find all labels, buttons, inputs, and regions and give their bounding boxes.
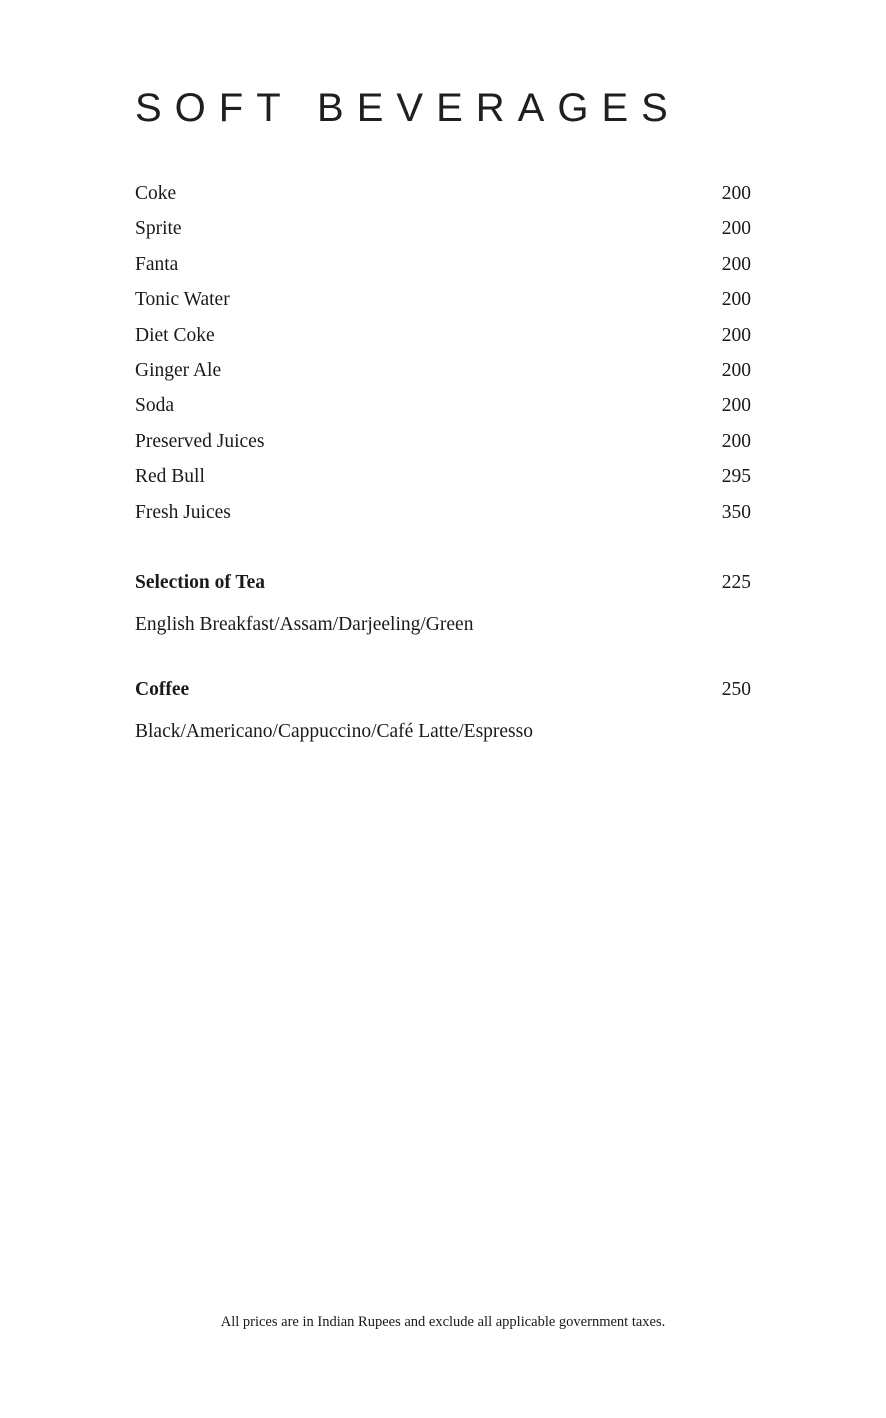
list-item (135, 325, 751, 360)
item-name: Ginger Ale (135, 359, 222, 381)
coffee-heading-row (135, 679, 751, 714)
list-item (135, 502, 751, 537)
item-price: 200 (721, 359, 751, 381)
item-name: Sprite (135, 218, 182, 240)
item-name: Coke (135, 183, 177, 204)
item-price: 200 (721, 430, 751, 452)
item-price: 200 (721, 183, 751, 204)
list-item (135, 360, 751, 395)
item-name: Preserved Juices (135, 430, 265, 452)
coffee-section (135, 679, 751, 750)
item-name: Tonic Water (135, 289, 230, 311)
tea-heading-row (135, 572, 751, 607)
item-price: 200 (721, 324, 751, 346)
price-disclaimer: All prices are in Indian Rupees and exclude all applicable government taxes. (220, 1314, 666, 1330)
list-item (135, 466, 751, 501)
tea-name: Selection of Tea (135, 572, 265, 593)
tea-varieties: English Breakfast/Assam/Darjeeling/Green (135, 614, 474, 636)
list-item (135, 431, 751, 466)
list-item (135, 395, 751, 430)
list-item (135, 218, 751, 253)
list-item (135, 289, 751, 324)
item-name: Red Bull (135, 466, 205, 488)
item-name: Diet Coke (135, 324, 215, 346)
tea-price: 225 (721, 572, 751, 593)
list-item (135, 183, 751, 218)
list-item (135, 254, 751, 289)
coffee-price: 250 (721, 679, 751, 700)
tea-section (135, 572, 751, 643)
item-name: Fanta (135, 253, 179, 275)
beverage-list (135, 183, 751, 537)
item-price: 295 (721, 466, 751, 488)
item-price: 200 (721, 289, 751, 311)
item-name: Fresh Juices (135, 501, 231, 523)
item-name: Soda (135, 395, 174, 417)
item-price: 200 (721, 395, 751, 417)
coffee-varieties: Black/Americano/Cappuccino/Café Latte/Espresso (135, 721, 533, 743)
coffee-name: Coffee (135, 679, 190, 700)
item-price: 200 (721, 253, 751, 275)
item-price: 350 (721, 501, 751, 523)
page-title: SOFT BEVERAGES (135, 86, 681, 130)
item-price: 200 (721, 218, 751, 240)
